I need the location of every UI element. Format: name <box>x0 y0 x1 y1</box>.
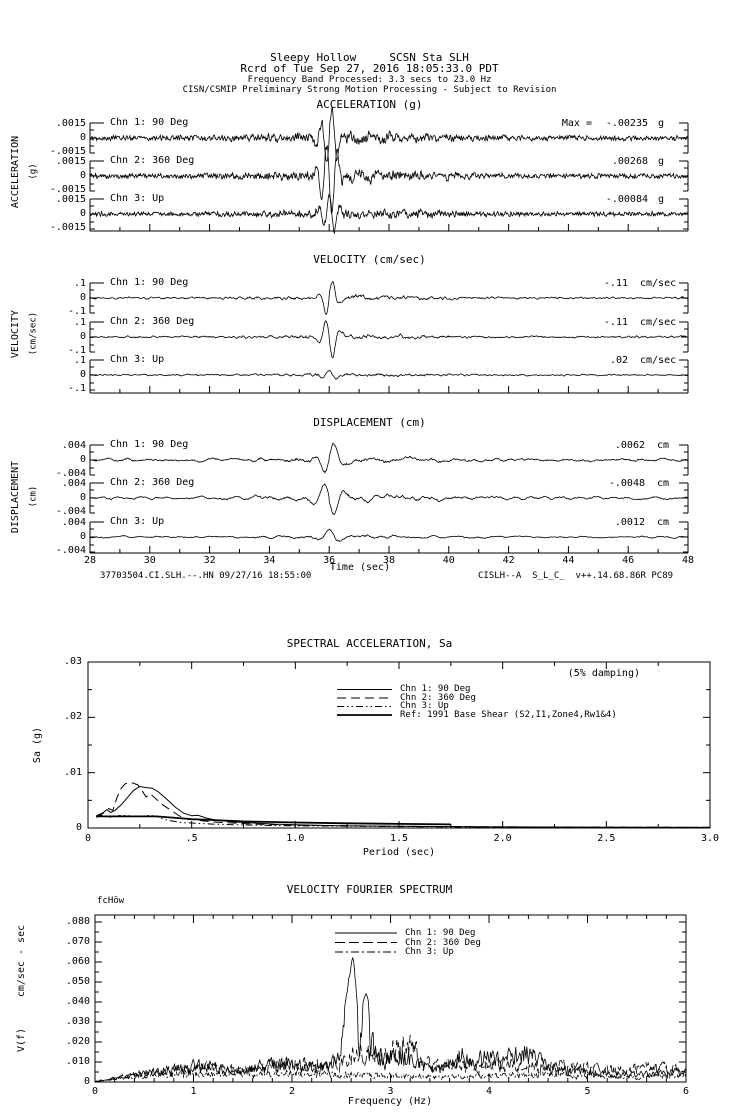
y-tick-label: -.1 <box>67 306 86 317</box>
max-prefix: Max = <box>561 118 592 129</box>
y-tick-label: 0 <box>79 170 86 181</box>
y-tick-label: .0015 <box>55 118 86 129</box>
y-tick-label: .1 <box>73 355 86 366</box>
max-value: .0062 <box>614 440 645 451</box>
sa-legend-item: Chn 1: 90 Deg <box>400 684 471 694</box>
fourier-x-axis-label: Frequency (Hz) <box>347 1096 433 1107</box>
fourier-y-tick-label: .030 <box>65 1016 90 1027</box>
y-tick-label: -.0015 <box>49 222 86 233</box>
max-unit: cm/sec <box>640 355 677 366</box>
channel-label: Chn 3: Up <box>110 193 165 204</box>
y-tick-label: 0 <box>79 369 86 380</box>
y-tick-label: -.0015 <box>49 146 86 157</box>
fourier-x-tick-label: 1 <box>190 1086 197 1097</box>
time-x-tick-label: 34 <box>263 555 276 566</box>
sa-y-tick-label: .02 <box>63 711 82 723</box>
fourier-y-tick-label: .060 <box>65 956 90 967</box>
channel-label: Chn 2: 360 Deg <box>110 477 195 488</box>
max-value: .00268 <box>611 156 648 167</box>
sa-title: SPECTRAL ACCELERATION, Sa <box>286 637 453 650</box>
max-unit: cm/sec <box>640 278 677 289</box>
record-id-footer: 37703504.CI.SLH.--.HN 09/27/16 18:55:00 <box>100 571 312 581</box>
max-unit: cm <box>657 478 670 489</box>
y-tick-label: -.1 <box>67 383 86 394</box>
fourier-x-tick-label: 0 <box>91 1086 99 1097</box>
channel-label: Chn 1: 90 Deg <box>110 277 189 288</box>
max-value: -.00084 <box>605 194 648 205</box>
acceleration-axis-label: ACCELERATION <box>10 135 21 209</box>
y-tick-label: .004 <box>61 478 86 489</box>
time-axis-label: Time (sec) <box>329 562 391 573</box>
y-tick-label: -.1 <box>67 345 86 356</box>
fourier-title: VELOCITY FOURIER SPECTRUM <box>286 883 453 896</box>
velocity-panel-title: VELOCITY (cm/sec) <box>313 253 426 266</box>
max-value: -.0048 <box>608 478 645 489</box>
sa-x-tick-label: 2.5 <box>597 833 616 844</box>
fourier-legend-item: Chn 3: Up <box>405 947 454 957</box>
fourier-x-tick-label: 3 <box>387 1086 394 1097</box>
sa-x-tick-label: 1.5 <box>389 833 409 844</box>
sa-x-tick-label: 0 <box>84 833 92 844</box>
y-tick-label: 0 <box>79 492 86 503</box>
max-value: .0012 <box>614 517 645 528</box>
fourier-x-tick-label: 6 <box>682 1086 690 1097</box>
fourier-x-tick-label: 4 <box>485 1086 493 1097</box>
sa-y-tick-label: 0 <box>75 822 82 833</box>
fourier-y-tick-label: .070 <box>65 936 90 947</box>
displacement-axis-label: DISPLACEMENT <box>10 460 21 534</box>
y-tick-label: -.004 <box>55 468 86 479</box>
y-tick-label: .0015 <box>55 194 86 205</box>
sa-x-tick-label: 3.0 <box>700 833 720 844</box>
time-x-tick-label: 48 <box>681 555 695 566</box>
y-tick-label: 0 <box>79 531 86 542</box>
time-x-tick-label: 38 <box>382 555 396 566</box>
y-tick-label: -.004 <box>55 545 86 556</box>
y-tick-label: -.004 <box>55 506 86 517</box>
time-x-tick-label: 42 <box>502 555 515 566</box>
max-value: -.11 <box>603 317 628 328</box>
max-unit: g <box>658 118 665 129</box>
sa-y-axis-label: Sa (g) <box>32 726 43 764</box>
fourier-y-tick-label: .040 <box>65 996 90 1007</box>
time-x-tick-label: 44 <box>562 555 575 566</box>
channel-label: Chn 3: Up <box>110 354 165 365</box>
sa-damping-note: (5% damping) <box>567 668 640 679</box>
channel-label: Chn 2: 360 Deg <box>110 155 195 166</box>
time-x-tick-label: 36 <box>323 555 336 566</box>
max-unit: g <box>658 156 665 167</box>
acceleration-axis-unit: (g) <box>28 163 39 180</box>
time-x-tick-label: 30 <box>143 555 156 566</box>
max-unit: cm <box>657 517 670 528</box>
max-value: -.00235 <box>605 118 648 129</box>
sa-x-tick-label: .5 <box>185 833 198 844</box>
velocity-axis-unit: (cm/sec) <box>28 311 39 356</box>
processing-note: CISN/CSMIP Preliminary Strong Motion Processing - Subject to Revision <box>182 85 557 95</box>
sa-y-tick-label: .03 <box>63 656 82 667</box>
y-tick-label: 0 <box>79 454 86 465</box>
time-x-tick-label: 46 <box>622 555 635 566</box>
acceleration-panel-title: ACCELERATION (g) <box>316 98 423 111</box>
fourier-y-tick-label: .020 <box>65 1036 90 1047</box>
fourier-legend-item: Chn 1: 90 Deg <box>405 928 476 938</box>
velocity-axis-label: VELOCITY <box>10 309 21 359</box>
time-x-tick-label: 28 <box>83 555 97 566</box>
sa-x-tick-label: 1.0 <box>286 833 305 844</box>
record-datetime: Rcrd of Tue Sep 27, 2016 18:05:33.0 PDT <box>240 62 499 75</box>
sa-x-axis-label: Period (sec) <box>362 847 436 858</box>
displacement-panel-title: DISPLACEMENT (cm) <box>313 416 426 429</box>
y-tick-label: 0 <box>79 331 86 342</box>
fourier-corner-frequency-label: fcHöw <box>97 896 125 906</box>
channel-label: Chn 1: 90 Deg <box>110 117 189 128</box>
max-unit: cm/sec <box>640 317 677 328</box>
fourier-y-axis-label: V(f) <box>16 1027 27 1053</box>
y-tick-label: .0015 <box>55 156 86 167</box>
processing-id-footer: CISLH--A S_L_C_ v++.14.68.86R PC89 <box>478 571 674 581</box>
channel-label: Chn 1: 90 Deg <box>110 439 189 450</box>
sa-legend-item: Chn 2: 360 Deg <box>400 692 476 703</box>
y-tick-label: -.0015 <box>49 184 86 195</box>
time-x-tick-label: 40 <box>442 555 455 566</box>
station-title: Sleepy Hollow SCSN Sta SLH <box>270 51 469 64</box>
fourier-x-tick-label: 2 <box>288 1086 296 1097</box>
displacement-axis-unit: (cm) <box>28 485 39 508</box>
sa-y-tick-label: .01 <box>63 766 82 778</box>
y-tick-label: .004 <box>61 517 86 528</box>
sa-x-tick-label: 2.0 <box>493 833 512 844</box>
fourier-y-tick-label: .080 <box>65 916 90 927</box>
frequency-band-note: Frequency Band Processed: 3.3 secs to 23.0 Hz <box>247 75 492 85</box>
channel-label: Chn 2: 360 Deg <box>110 316 195 327</box>
y-tick-label: .1 <box>73 278 86 289</box>
fourier-y-axis-unit: cm/sec - sec <box>16 924 27 998</box>
y-tick-label: 0 <box>79 292 86 303</box>
y-tick-label: .004 <box>61 440 86 451</box>
fourier-y-tick-label: .050 <box>65 976 90 987</box>
y-tick-label: 0 <box>79 208 86 219</box>
sa-legend-item: Ref: 1991 Base Shear (S2,I1,Zone4,Rw1&4) <box>400 709 617 720</box>
max-value: .02 <box>609 355 628 366</box>
sa-legend-item: Chn 3: Up <box>400 701 449 711</box>
time-x-tick-label: 32 <box>203 555 216 566</box>
y-tick-label: .1 <box>73 317 86 328</box>
fourier-x-tick-label: 5 <box>584 1086 591 1097</box>
fourier-y-tick-label: 0 <box>83 1076 90 1087</box>
fourier-legend-item: Chn 2: 360 Deg <box>405 937 481 948</box>
channel-label: Chn 3: Up <box>110 516 165 527</box>
max-unit: g <box>658 194 665 205</box>
y-tick-label: 0 <box>79 132 86 143</box>
max-value: -.11 <box>603 278 628 289</box>
fourier-y-tick-label: .010 <box>65 1056 90 1067</box>
max-unit: cm <box>657 440 670 451</box>
